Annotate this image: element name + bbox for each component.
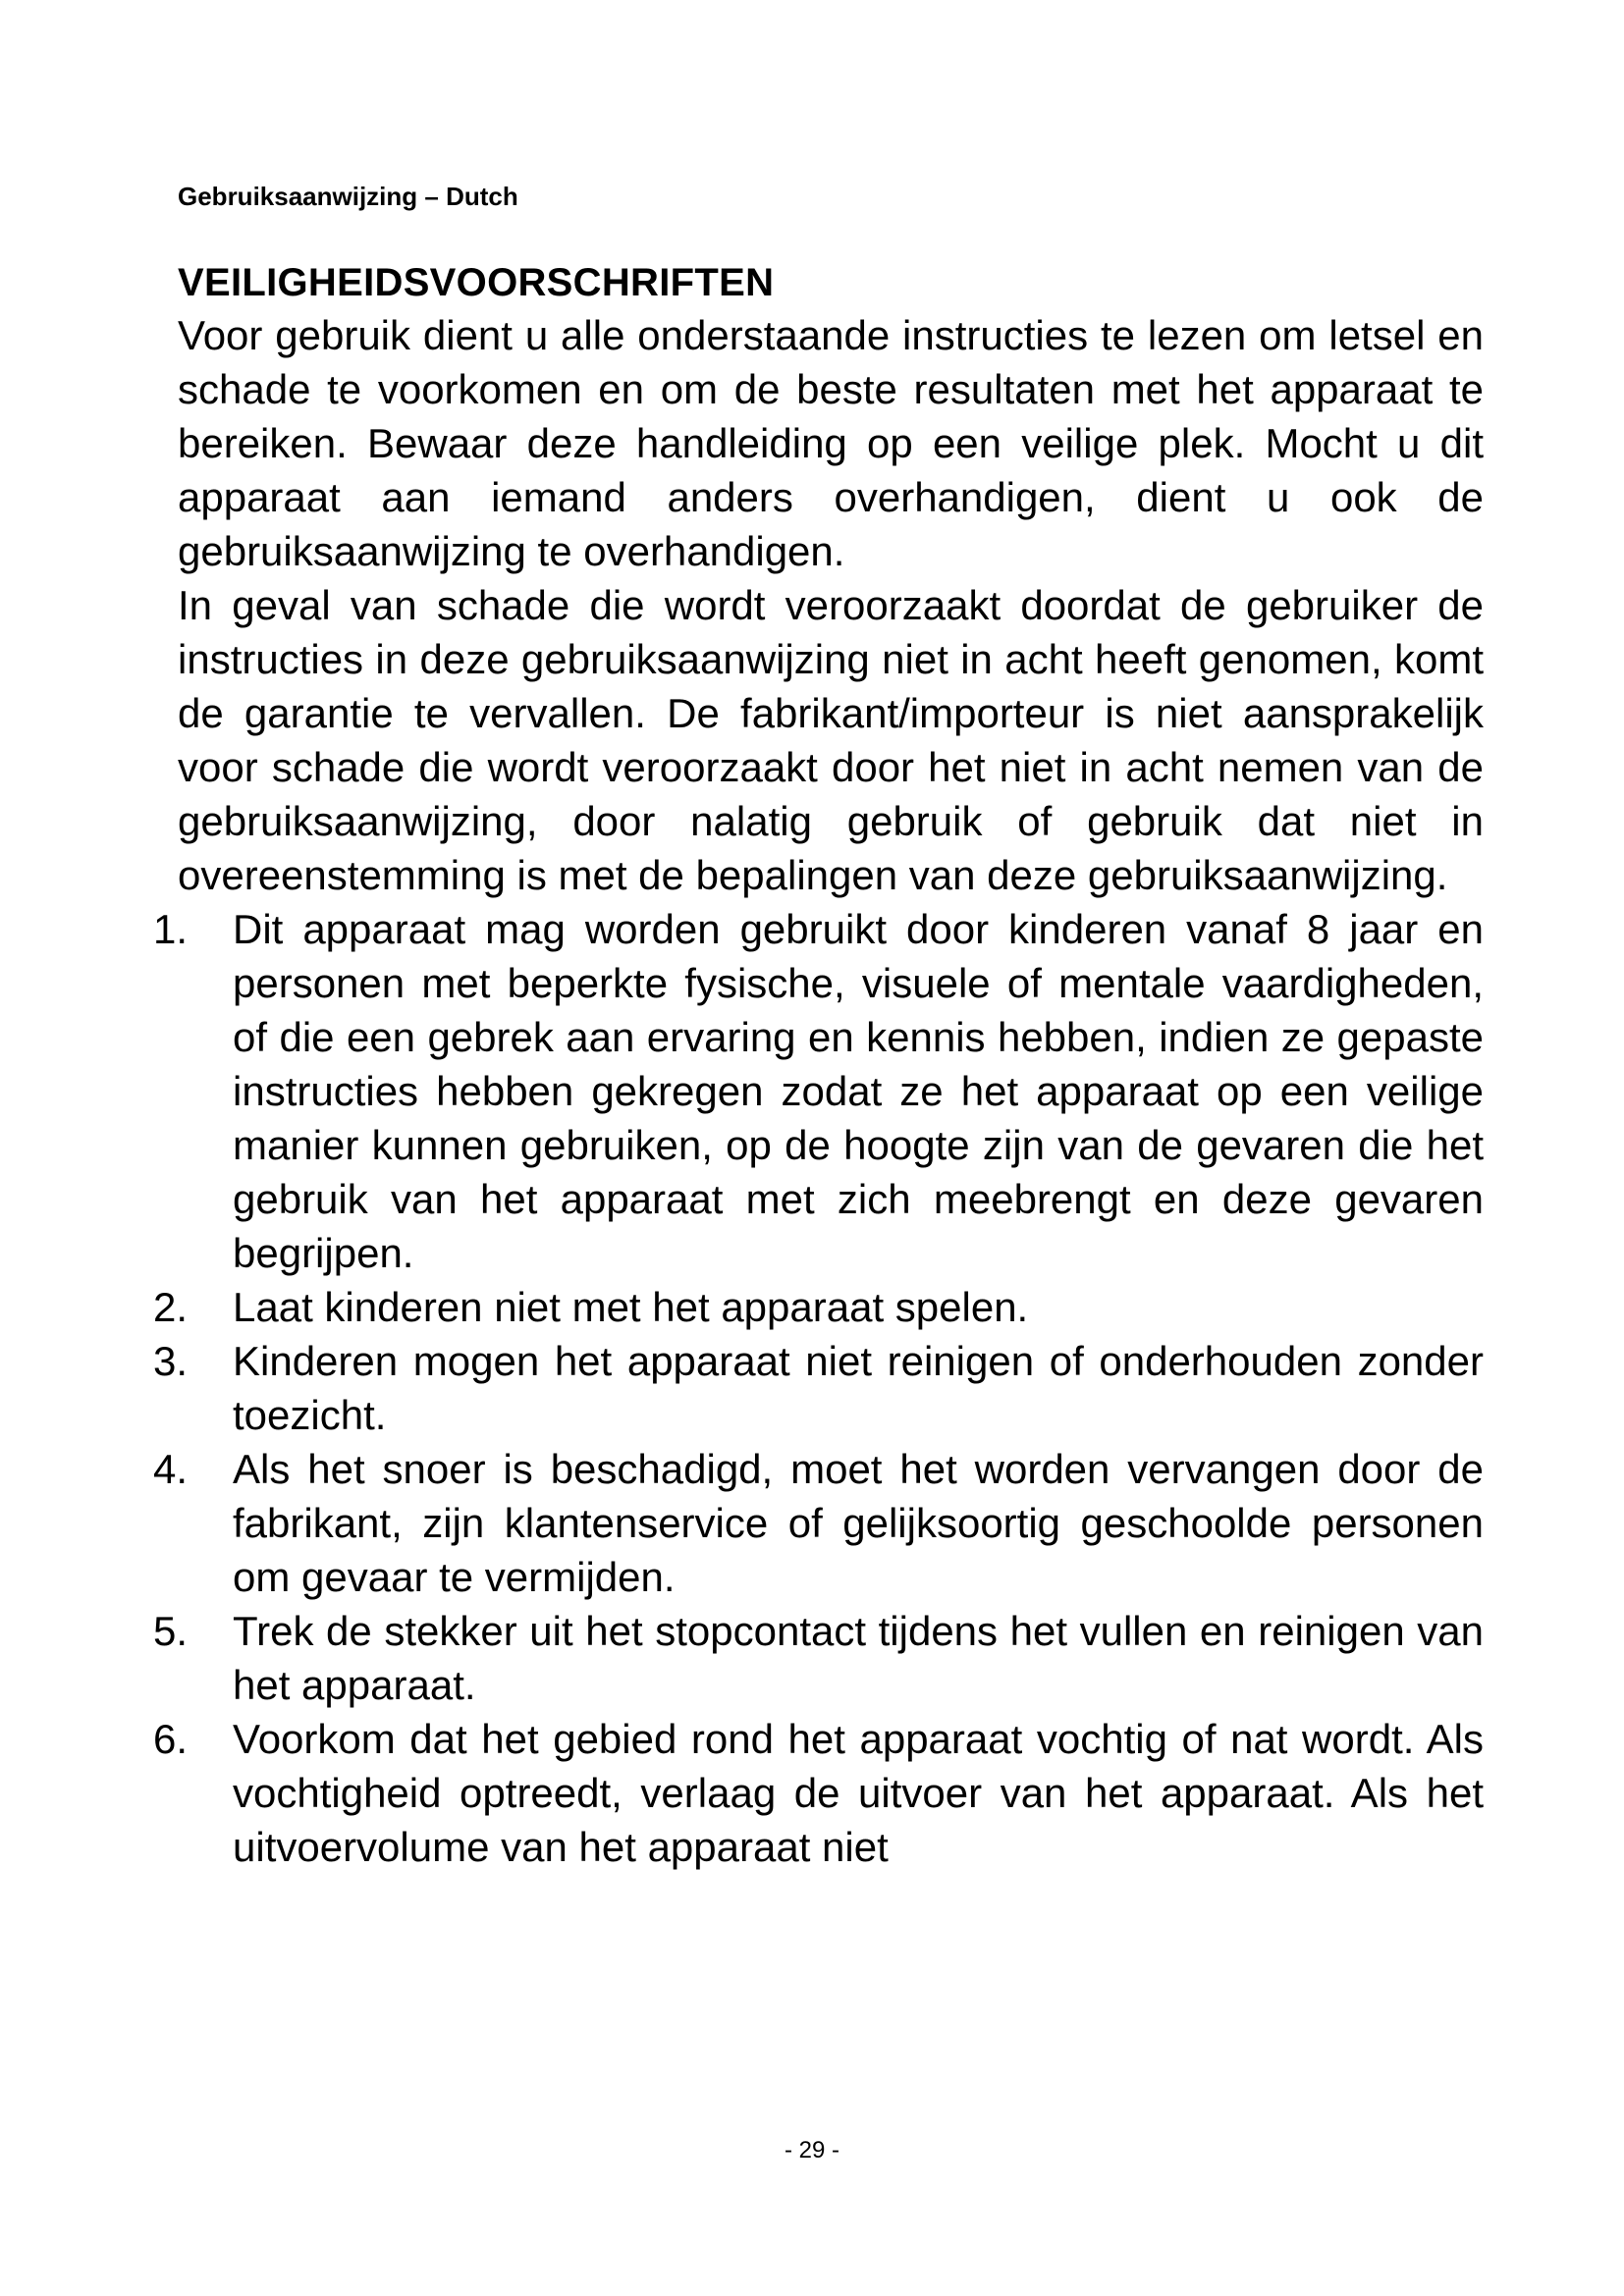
- list-item-text: Trek de stekker uit het stopcontact tijdens het vullen en reinigen van het apparaat.: [233, 1608, 1484, 1708]
- list-item-number: 4.: [153, 1446, 189, 1492]
- running-header: Gebruiksaanwijzing – Dutch: [178, 182, 518, 211]
- list-item-number: 6.: [153, 1716, 189, 1762]
- list-item: [153, 1604, 1484, 1712]
- page-content: [153, 257, 1484, 1874]
- list-item-text: Laat kinderen niet met het apparaat spelen.: [233, 1284, 1029, 1330]
- section-title: VEILIGHEIDSVOORSCHRIFTEN: [178, 261, 775, 304]
- list-item-number: 1.: [153, 906, 189, 952]
- list-item-number: 5.: [153, 1608, 189, 1654]
- list-item-text: Als het snoer is beschadigd, moet het worden vervangen door de fabrikant, zijn klantenservice of gelijksoortig geschoolde personen om gevaar te vermijden.: [233, 1446, 1484, 1600]
- liability-paragraph: In geval van schade die wordt veroorzaakt doordat de gebruiker de instructies in deze gebruiksaanwijzing niet in acht heeft genomen, komt de garantie te vervallen. De fabrikant/importeur is niet aansprakelijk voor schade die wordt veroorzaakt door het niet in acht nemen van de gebruiksaanwijzing, door nalatig gebruik of gebruik dat niet in overeenstemming is met de bepalingen van deze gebruiksaanwijzing.: [178, 582, 1484, 898]
- intro-paragraph: Voor gebruik dient u alle onderstaande instructies te lezen om letsel en schade te voorkomen en om de beste resultaten met het apparaat te bereiken. Bewaar deze handleiding op een veilige plek. Mocht u dit apparaat aan iemand anders overhandigen, dient u ook de gebruiksaanwijzing te overhandigen.: [178, 312, 1484, 574]
- list-item-text: Dit apparaat mag worden gebruikt door kinderen vanaf 8 jaar en personen met beperkte fysische, visuele of mentale vaardigheden, of die een gebrek aan ervaring en kennis hebben, indien ze gepaste instructies hebben gekregen zodat ze het apparaat op een veilige manier kunnen gebruiken, op de hoogte zijn van de gevaren die het gebruik van het apparaat met zich meebrengt en deze gevaren begrijpen.: [233, 906, 1484, 1276]
- list-item: [153, 902, 1484, 1280]
- list-item-text: Kinderen mogen het apparaat niet reinigen of onderhouden zonder toezicht.: [233, 1338, 1484, 1438]
- page-number: - 29 -: [784, 2137, 839, 2163]
- safety-instructions-list: [153, 902, 1484, 1874]
- list-item-number: 2.: [153, 1284, 189, 1330]
- list-item-text: Voorkom dat het gebied rond het apparaat vochtig of nat wordt. Als vochtigheid optreedt, verlaag de uitvoer van het apparaat. Als het uitvoervolume van het apparaat niet: [233, 1716, 1484, 1870]
- list-item-number: 3.: [153, 1338, 189, 1384]
- list-item: [153, 1442, 1484, 1604]
- list-item: [153, 1280, 1484, 1334]
- list-item: [153, 1334, 1484, 1442]
- list-item: [153, 1712, 1484, 1874]
